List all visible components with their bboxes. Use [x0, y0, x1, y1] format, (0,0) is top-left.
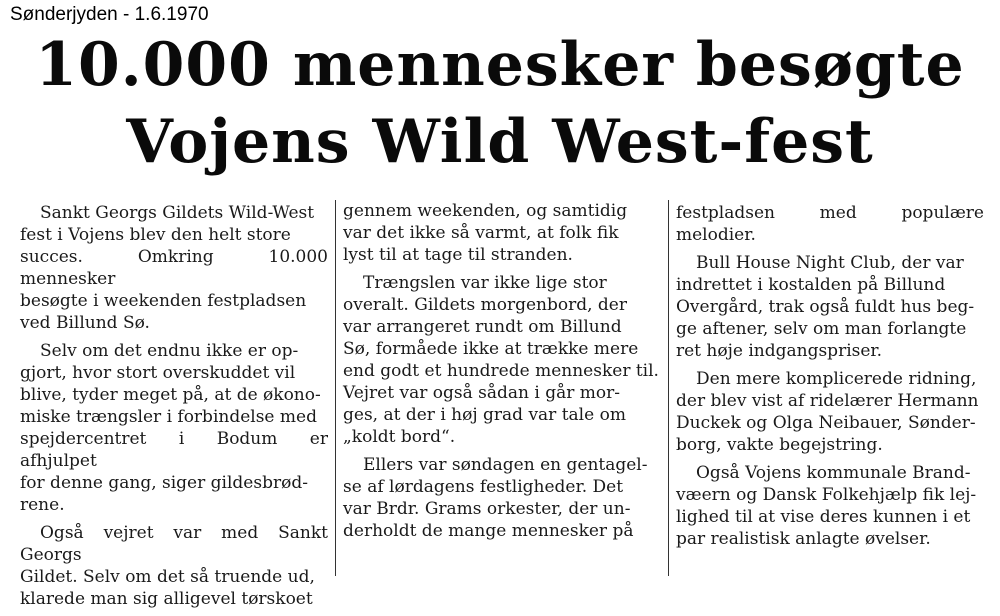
source-caption: Sønderjyden - 1.6.1970	[10, 4, 209, 25]
paragraph: Den mere komplicerede ridning, der blev vist af ridelærer Hermann Duckek og Olga Neibauer, Sønder- borg, vakte begejstring.	[676, 369, 979, 455]
paragraph: Sankt Georgs Gildets Wild-West fest i Vojens blev den helt store succes. Omkring 10.000 mennesker besøgte i weekenden festpladsen ved Billund Sø.	[20, 203, 328, 333]
paragraph: gennem weekenden, og samtidig var det ikke så varmt, at folk fik lyst til at tage til stranden.	[343, 201, 628, 265]
article-column-2	[343, 200, 663, 548]
paragraph: Trængslen var ikke lige stor overalt. Gildets morgenbord, der var arrangeret rundt om Billund Sø, formåede ikke at trække mere end godt et hundrede mennesker til. Vejret var også sådan i går mor- ges, at der i høj grad var tale om „koldt bord“.	[343, 273, 659, 447]
paragraph: Bull House Night Club, der var indrettet i kostalden på Billund Overgård, trak også fuldt hus beg- ge aftener, selv om man forlangte ret høje indgangspriser.	[676, 253, 975, 361]
headline-line-1: 10.000 mennesker besøgte	[35, 30, 965, 100]
column-divider	[335, 200, 336, 576]
paragraph: festpladsen med populære melodier.	[676, 203, 984, 245]
paragraph: Selv om det endnu ikke er op- gjort, hvor stort overskuddet vil blive, tyder meget på, at de økono- miske trængsler i forbindelse med spejdercentret i Bodum er afhjulpet for denne gang, siger gildesbrød- rene.	[20, 341, 328, 515]
paragraph: Også vejret var med Sankt Georgs Gildet. Selv om det så truende ud, klarede man sig alligevel tørskoet	[20, 523, 328, 609]
headline-line-2: Vojens Wild West-fest	[126, 107, 874, 177]
column-divider	[668, 200, 669, 576]
article-column-1	[20, 202, 328, 616]
paragraph: Ellers var søndagen en gentagel- se af lørdagens festligheder. Det var Brdr. Grams orkester, der un- derholdt de mange mennesker på	[343, 455, 648, 541]
paragraph: Også Vojens kommunale Brand- væern og Dansk Folkehjælp fik lej- lighed til at vise deres kunnen i et par realistisk anlagte øvelser.	[676, 463, 977, 549]
article-column-3	[676, 202, 984, 556]
